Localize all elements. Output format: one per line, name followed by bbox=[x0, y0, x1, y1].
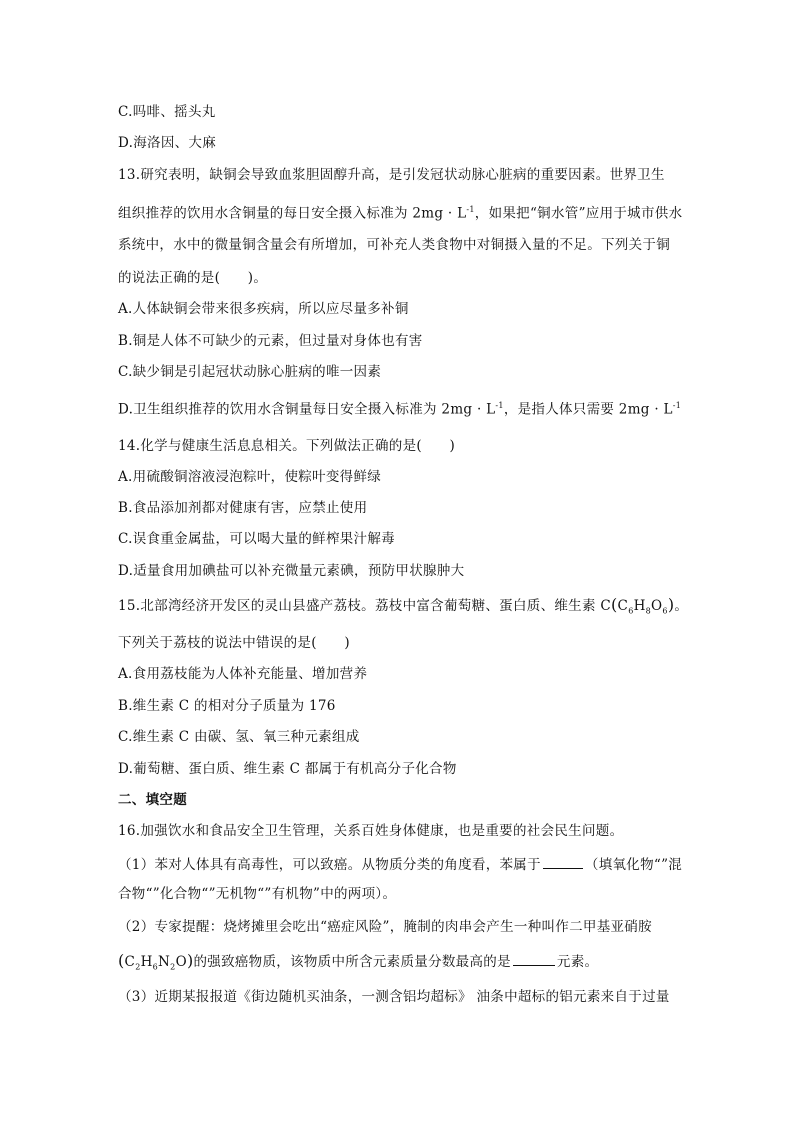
q13-option-d bbox=[118, 396, 681, 420]
question-16-part-2: （2）专家提醒：烧烤摊里会吃出“癌症风险”，腌制的肉串会产生一种叫作二甲基亚硝胺 bbox=[118, 919, 652, 935]
q15-stem-end: 。 bbox=[674, 598, 689, 614]
question-13-stem-line2 bbox=[118, 200, 682, 224]
vitamin-c-formula: $C_6H_8O_6$ bbox=[617, 598, 668, 616]
q13-option-b: B.铜是人体不可缺少的元素，但过量对身体也有害 bbox=[118, 333, 423, 349]
formula-close-paren: ) bbox=[186, 951, 194, 970]
q15-stem-text: 15.北部湾经济开发区的灵山县盛产荔枝。荔枝中富含葡萄糖、蛋白质、维生素 C bbox=[118, 598, 611, 614]
q13-option-a: A.人体缺铜会带来很多疾病，所以应尽量多补铜 bbox=[118, 301, 409, 317]
unit-exponent: -1 bbox=[466, 205, 475, 214]
unit-exponent: -1 bbox=[495, 401, 504, 410]
formula-close-paren: ) bbox=[667, 595, 675, 614]
answer-blank[interactable] bbox=[513, 952, 555, 966]
q14-option-d: D.适量食用加碘盐可以补充微量元素碘，预防甲状腺肿大 bbox=[118, 563, 465, 579]
question-14-stem: 14.化学与健康生活息息相关。下列做法正确的是( ) bbox=[118, 438, 456, 454]
q15-option-a: A.食用荔枝能为人体补充能量、增加营养 bbox=[118, 666, 368, 682]
option-c-morphine: C.吗啡、摇头丸 bbox=[118, 104, 216, 120]
question-15-stem-line2: 下列关于荔枝的说法中错误的是( ) bbox=[118, 635, 350, 651]
question-16-part-1 bbox=[118, 855, 682, 875]
q14-option-c: C.误食重金属盐，可以喝大量的鲜榨果汁解毒 bbox=[118, 531, 395, 547]
section-heading-fill-in: 二、填空题 bbox=[118, 792, 187, 808]
q16-part1-text-b: （填氧化物“”混 bbox=[584, 857, 683, 873]
q16-part2-text-b: 的强致癌物质，该物质中所含元素质量分数最高的是 bbox=[193, 954, 511, 970]
q13-line2-text-b: ，如果把“铜水管”应用于城市供水 bbox=[474, 205, 683, 222]
answer-blank[interactable] bbox=[543, 855, 583, 869]
option-d-heroin: D.海洛因、大麻 bbox=[118, 135, 217, 151]
question-13-stem-line4: 的说法正确的是( )。 bbox=[118, 270, 268, 286]
question-13-stem: 13.研究表明，缺铜会导致血浆胆固醇升高，是引发冠状动脉心脏病的重要因素。世界卫生 bbox=[118, 167, 665, 183]
q15-option-b: B.维生素 C 的相对分子质量为 176 bbox=[118, 698, 336, 714]
formula-open-paren: ( bbox=[118, 951, 125, 970]
q13-option-c: C.缺少铜是引起冠状动脉心脏病的唯一因素 bbox=[118, 364, 382, 380]
q16-part2-text-c: 元素。 bbox=[556, 954, 599, 970]
question-15-stem bbox=[118, 595, 688, 622]
q15-option-c: C.维生素 C 由碳、氢、氧三种元素组成 bbox=[118, 729, 360, 745]
formula-open-paren: ( bbox=[611, 595, 618, 614]
q14-option-a: A.用硫酸铜溶液浸泡粽叶，使粽叶变得鲜绿 bbox=[118, 469, 382, 485]
q13-option-d-text-a: D.卫生组织推荐的饮用水含铜量每日安全摄入标准为 2mg · L bbox=[118, 401, 496, 418]
question-16-part-2-line2 bbox=[118, 951, 598, 978]
q16-part1-text-a: （1）苯对人体具有高毒性，可以致癌。从物质分类的角度看，苯属于 bbox=[118, 857, 541, 873]
question-16-part-1-line2: 合物“”化合物“”无机物“”有机物”中的两项）。 bbox=[118, 886, 397, 902]
question-13-stem-line3: 系统中，水中的微量铜含量会有所增加，可补充人类食物中对铜摄入量的不足。下列关于铜 bbox=[118, 237, 670, 253]
q15-option-d: D.葡萄糖、蛋白质、维生素 C 都属于有机高分子化合物 bbox=[118, 761, 457, 777]
q13-line2-text-a: 组织推荐的饮用水含铜量的每日安全摄入标准为 2mg · L bbox=[118, 205, 467, 222]
unit-exponent: -1 bbox=[672, 401, 682, 410]
q14-option-b: B.食品添加剂都对健康有害，应禁止使用 bbox=[118, 500, 368, 516]
ndma-formula: $C_2H_6N_2O$ bbox=[124, 954, 187, 972]
q13-option-d-text-b: ，是指人体只需要 2mg · L bbox=[503, 401, 673, 418]
question-16-part-3: （3）近期某报报道《街边随机买油条，一测含铝均超标》 油条中超标的铝元素来自于过量 bbox=[118, 989, 670, 1005]
question-16-stem: 16.加强饮水和食品安全卫生管理，关系百姓身体健康，也是重要的社会民生问题。 bbox=[118, 823, 624, 839]
